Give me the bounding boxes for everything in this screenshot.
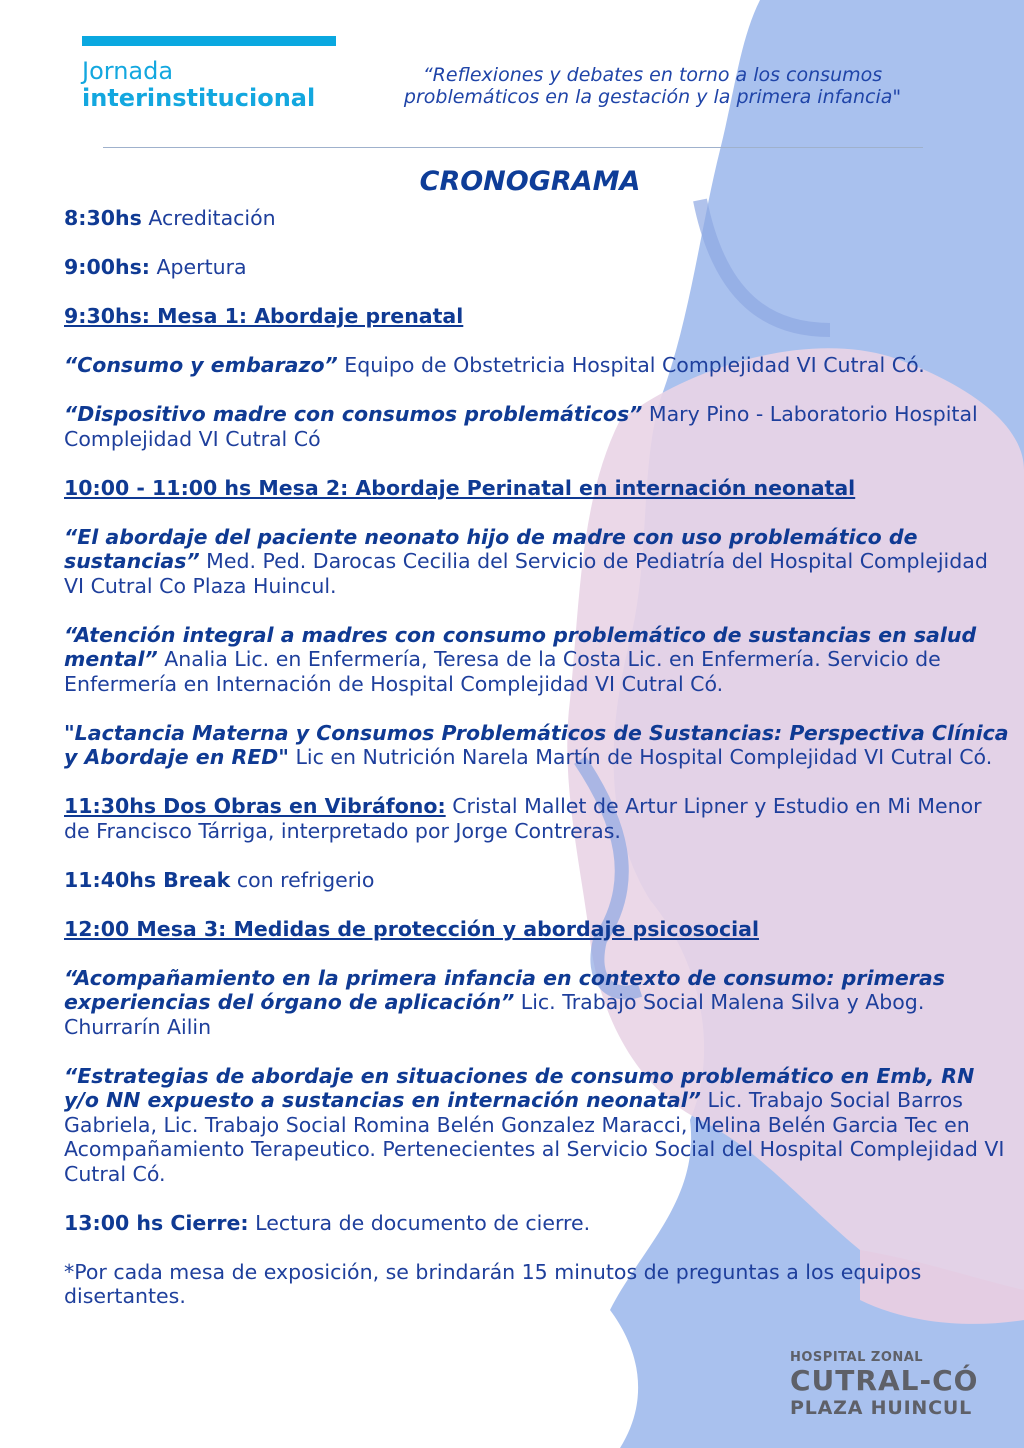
logo-line2: CUTRAL-CÓ: [790, 1364, 979, 1397]
schedule-item: [64, 476, 1009, 501]
event-subtitle: “Reflexiones y debates en torno a los consumos problemáticos en la gestación y la primera infancia": [403, 64, 902, 108]
schedule-item-lead: 9:30hs: Mesa 1: Abordaje prenatal: [64, 304, 464, 328]
schedule-item-lead: 11:40hs Break: [64, 867, 231, 892]
divider: [103, 147, 923, 148]
schedule-item-detail: Lic. Trabajo Social Barros Gabriela, Lic. Trabajo Social Romina Belén Gonzalez Maracci, Melina Belén Garcia Tec en Acompañamiento Terapeutico. Pertenecientes al Servicio Social del Hospital Complejidad VI Cutral Có.: [64, 1088, 1005, 1186]
schedule-item-detail: Cristal Mallet de Artur Lipner y Estudio en Mi Menor de Francisco Tárriga, interpretado por Jorge Contreras.: [64, 794, 982, 843]
schedule-item-lead: “Dispositivo madre con consumos problemáticos”: [64, 402, 643, 426]
schedule-item: [64, 206, 1009, 231]
schedule-item-detail: Med. Ped. Darocas Cecilia del Servicio de Pediatría del Hospital Complejidad VI Cutral Co Plaza Huincul.: [64, 549, 988, 598]
hospital-logo: [790, 1350, 978, 1419]
schedule-item-detail: Lic en Nutrición Narela Martín de Hospital Complejidad VI Cutral Có.: [288, 745, 993, 769]
schedule-item: [64, 966, 1009, 1040]
event-brand: [82, 58, 315, 112]
schedule-item-lead: 8:30hs: [64, 206, 142, 230]
schedule-item-detail: Lic. Trabajo Social Malena Silva y Abog. Churrarín Ailin: [64, 990, 925, 1039]
schedule-item: [64, 304, 1009, 329]
schedule-item-detail: *Por cada mesa de exposición, se brindarán 15 minutos de preguntas a los equipos disertantes.: [64, 1259, 922, 1308]
schedule-item-detail: Lectura de documento de cierre.: [248, 1210, 591, 1235]
schedule-item: [64, 1211, 1009, 1236]
schedule-item: [64, 1260, 1009, 1309]
schedule-item: [64, 794, 1009, 843]
schedule-item-lead: 11:30hs Dos Obras en Vibráfono:: [64, 794, 446, 818]
schedule-item-detail: Acreditación: [141, 206, 276, 230]
schedule-item-lead: 10:00 - 11:00 hs Mesa 2: Abordaje Perinatal en internación neonatal: [64, 475, 856, 500]
accent-bar: [82, 36, 336, 46]
schedule-item: [64, 868, 1009, 893]
schedule-item-lead: “El abordaje del paciente neonato hijo de madre con uso problemático de sustancias”: [64, 524, 918, 573]
schedule-item: [64, 1064, 1009, 1187]
schedule-item-lead: “Estrategias de abordaje en situaciones de consumo problemático en Emb, RN y/o NN expuesto a sustancias en internación neonatal”: [64, 1063, 975, 1112]
schedule-item-detail: Mary Pino - Laboratorio Hospital Complejidad VI Cutral Có: [64, 402, 978, 451]
schedule-item: [64, 402, 1009, 451]
schedule-item-lead: "Lactancia Materna y Consumos Problemáticos de Sustancias: Perspectiva Clínica y Abordaje en RED": [64, 720, 1009, 769]
logo-line3: PLAZA HUINCUL: [790, 1397, 973, 1419]
schedule-item-lead: 13:00 hs Cierre:: [64, 1210, 249, 1235]
schedule-item: [64, 623, 1009, 697]
schedule-item: [64, 255, 1009, 280]
page-title: CRONOGRAMA: [419, 166, 641, 197]
schedule-item-detail: Analia Lic. en Enfermería, Teresa de la Costa Lic. en Enfermería. Servicio de Enfermería en Internación de Hospital Complejidad VI Cutral Có.: [64, 647, 941, 696]
schedule-item: [64, 917, 1009, 942]
schedule-item-lead: “Acompañamiento en la primera infancia en contexto de consumo: primeras experiencias del órgano de aplicación”: [64, 965, 945, 1014]
schedule-item-lead: “Atención integral a madres con consumo problemático de sustancias en salud mental”: [64, 622, 977, 671]
schedule-item-lead: 12:00 Mesa 3: Medidas de protección y abordaje psicosocial: [64, 916, 759, 941]
schedule-item-lead: “Consumo y embarazo”: [64, 353, 338, 377]
logo-line1: HOSPITAL ZONAL: [790, 1350, 924, 1365]
schedule-item-lead: 9:00hs:: [64, 255, 150, 279]
schedule-list: [64, 206, 1009, 1333]
brand-line2: interinstitucional: [82, 84, 316, 112]
schedule-item: [64, 721, 1009, 770]
schedule-item-detail: con refrigerio: [230, 867, 375, 892]
schedule-item: [64, 353, 1009, 378]
schedule-item-detail: Apertura: [149, 255, 247, 279]
schedule-item-detail: Equipo de Obstetricia Hospital Complejidad VI Cutral Có.: [337, 353, 925, 377]
brand-line1: Jornada: [82, 57, 174, 85]
schedule-item: [64, 525, 1009, 599]
